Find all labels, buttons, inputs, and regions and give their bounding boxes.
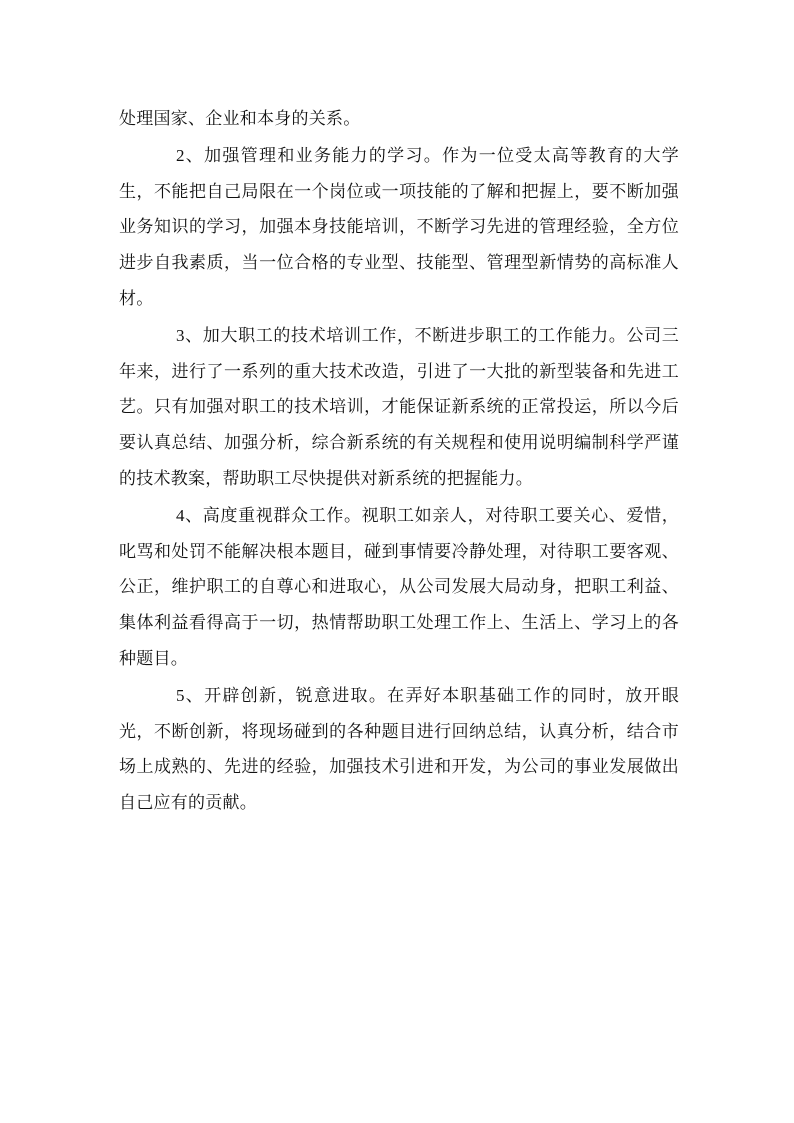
- paragraph-item-3: [119, 318, 679, 498]
- paragraph-number: 3: [176, 325, 185, 345]
- paragraph-text: 、加大职工的技术培训工作，不断进步职工的工作能力。公司三年来，进行了一系列的重大技术改造，引进了一大批的新型装备和先进工艺。只有加强对职工的技术培训，才能保证新系统的正常投运，所以今后要认真总结、加强分析，综合新系统的有关规程和使用说明编制科学严谨的技术教案，帮助职工尽快提供对新系统的把握能力。: [119, 325, 679, 489]
- paragraph-text: 、高度重视群众工作。视职工如亲人，对待职工要关心、爱惜，叱骂和处罚不能解决根本题目，碰到事情要冷静处理，对待职工要客观、公正，维护职工的自尊心和进取心，从公司发展大局动身，把职工利益、集体利益看得高于一切，热情帮助职工处理工作上、生活上、学习上的各种题目。: [119, 505, 679, 669]
- paragraph-number: 2: [176, 145, 185, 165]
- paragraph-text: 、加强管理和业务能力的学习。作为一位受太高等教育的大学生，不能把自己局限在一个岗位或一项技能的了解和把握上，要不断加强业务知识的学习，加强本身技能培训，不断学习先进的管理经验，全方位进步自我素质，当一位合格的专业型、技能型、管理型新情势的高标准人材。: [119, 145, 679, 309]
- document-body: [119, 102, 679, 822]
- paragraph-number: 5: [176, 685, 185, 705]
- paragraph-item-4: [119, 498, 679, 678]
- paragraph-text: 处理国家、企业和本身的关系。: [119, 109, 361, 129]
- paragraph-number: 4: [176, 505, 185, 525]
- paragraph-item-5: [119, 678, 679, 822]
- paragraph-item-2: [119, 138, 679, 318]
- paragraph-continuation: [119, 102, 679, 138]
- paragraph-text: 、开辟创新，锐意进取。在弄好本职基础工作的同时，放开眼光，不断创新，将现场碰到的各种题目进行回纳总结，认真分析，结合市场上成熟的、先进的经验，加强技术引进和开发，为公司的事业发展做出自己应有的贡献。: [119, 685, 679, 814]
